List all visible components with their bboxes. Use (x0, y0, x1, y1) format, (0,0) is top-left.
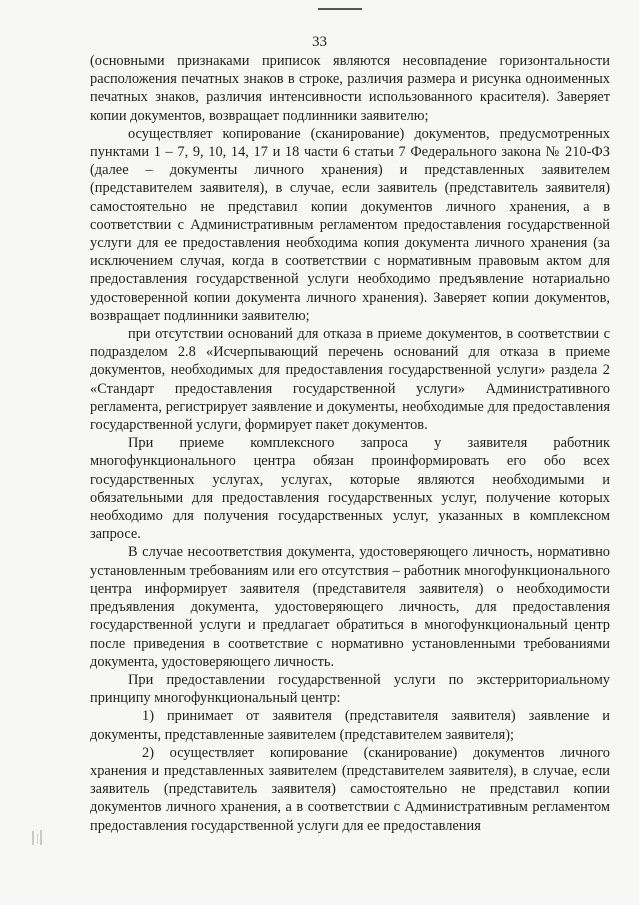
paragraph-3: при отсутствии оснований для отказа в приеме документов, в соответствии с подразделом 2.8 «Исчерпывающий перечень оснований для отказа в приеме документов, необходимых для предоставления государственной услуги» раздела 2 «Стандарт предоставления государственной услуги» Административного регламента, регистрирует заявление и документы, необходимые для предоставления государственной услуги, формирует пакет документов. (90, 326, 610, 434)
paragraph-8: 2) осуществляет копирование (сканирование) документов личного хранения и представленных заявителем (представителем заявителя), в случае, если заявитель (представитель заявителя) самостоятельно не представил копии документов личного хранения, а в соответствии с Административным регламентом предоставления государственной услуги для ее предоставления (90, 744, 610, 834)
paragraph-7: 1) принимает от заявителя (представителя заявителя) заявление и документы, представленные заявителем (представителем заявителя); (90, 708, 610, 743)
scan-mark (318, 8, 362, 10)
paragraph-6: При предоставлении государственной услуги по экстерриториальному принципу многофункциональный центр: (90, 671, 610, 707)
paragraph-1: (основными признаками приписок являются несовпадение горизонтальности расположения печатных знаков в строке, различия размера и рисунка одноименных печатных знаков, различия интенсивности использованного красителя). Заверяет копии документов, возвращает подлинники заявителю; (90, 53, 610, 124)
paragraph-4: При приеме комплексного запроса у заявителя работник многофункционального центра обязан проинформировать его обо всех государственных услугах, услугах, которые являются необходимыми и обязательными для предоставления государственных услуг, получение которых необходимо для получения государственных услуг, указанных в комплексном запросе. (90, 435, 610, 543)
paragraph-5: В случае несоответствия документа, удостоверяющего личность, нормативно установленным требованиям или его отсутствия – работник многофункционального центра информирует заявителя (представителя заявителя) о необходимости предъявления документа, удостоверяющего личность, для предоставления государственной услуги и предлагает обратиться в многофункциональный центр после приведения в соответствие с нормативно установленными требованиями документа, удостоверяющего личность. (90, 544, 610, 670)
page-number: 33 (312, 34, 327, 50)
scan-speck-icon (30, 828, 46, 850)
document-body (90, 52, 610, 835)
paragraph-2: осуществляет копирование (сканирование) документов, предусмотренных пунктами 1 – 7, 9, 10, 14, 17 и 18 части 6 статьи 7 Федерального закона № 210-ФЗ (далее – документы личного хранения) и представленных заявителем (представителем заявителя), в случае, если заявитель (представитель заявителя) самостоятельно не представил копии документов личного хранения, а в соответствии с Административным регламентом предоставления государственной услуги для ее предоставления необходима копия документа личного хранения (за исключением случая, когда в соответствии с нормативным правовым актом для предоставления государственной услуги необходимо предъявление нотариально удостоверенной копии документа личного хранения). Заверяет копии документов, возвращает подлинники заявителю; (90, 125, 610, 324)
